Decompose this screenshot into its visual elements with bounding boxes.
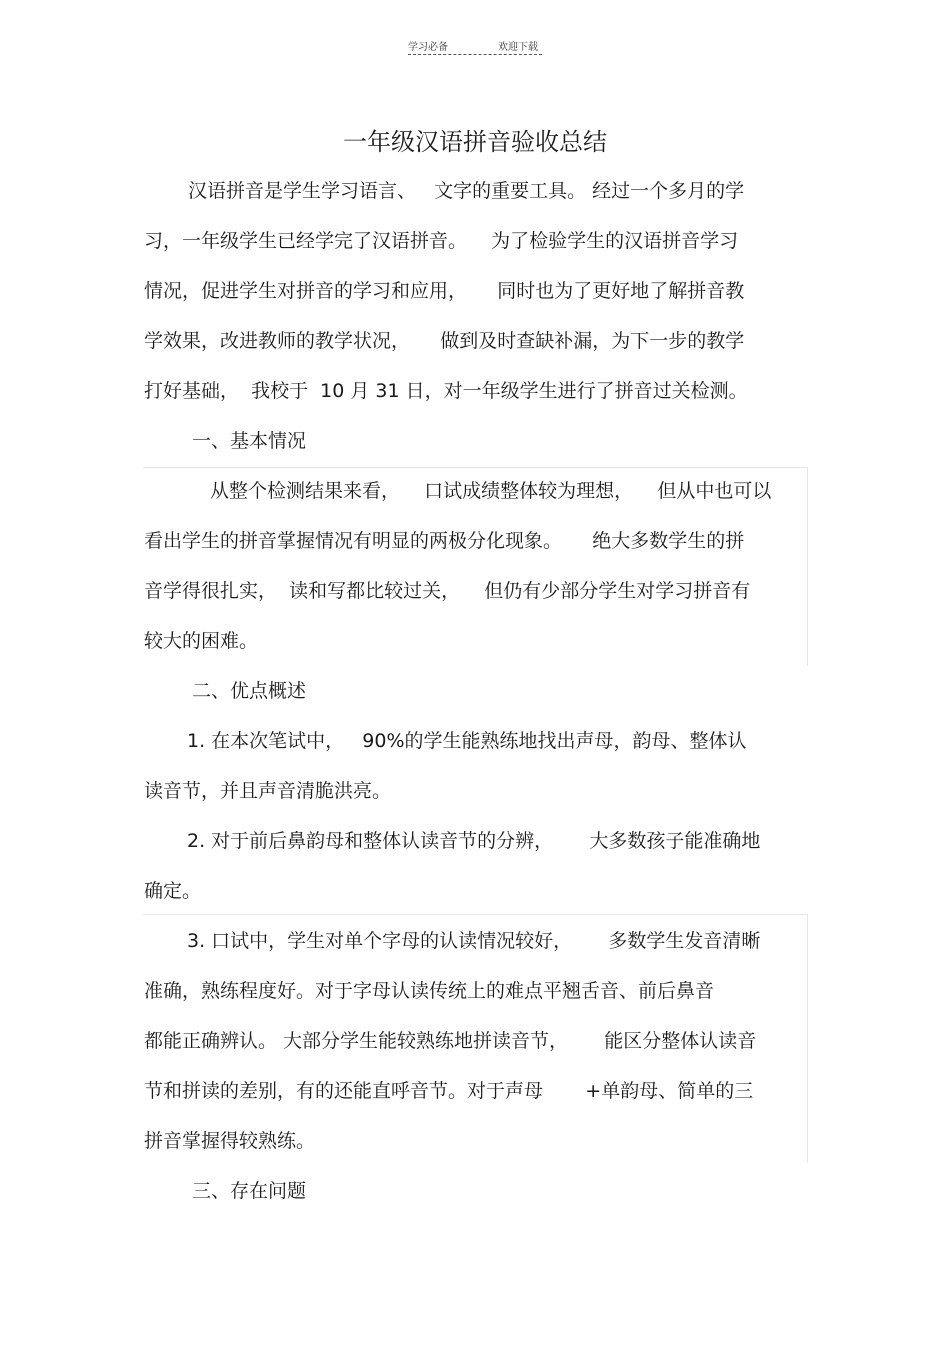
header-dashed-rule: [408, 54, 542, 55]
list-item-line: 3. 口试中，学生对单个字母的认读情况较好， 多数学生发音清晰: [187, 930, 761, 952]
list-item-line: 2. 对于前后鼻韵母和整体认读音节的分辨， 大多数孩子能准确地: [187, 830, 761, 852]
section-heading-problems: 三、存在问题: [192, 1180, 307, 1202]
paragraph-line: 从整个检测结果来看， 口试成绩整体较为理想， 但从中也可以: [210, 480, 772, 502]
list-item-line: 节和拼读的差别，有的还能直呼音节。对于声母 +单韵母、简单的三: [144, 1080, 754, 1102]
paragraph-line: 学效果，改进教师的教学状况， 做到及时查缺补漏，为下一步的教学: [144, 330, 745, 352]
list-item-line: 准确，熟练程度好。对于字母认读传统上的难点平翘舌音、前后鼻音: [144, 980, 715, 1002]
list-item-line: 确定。: [144, 880, 202, 902]
paragraph-line: 情况，促进学生对拼音的学习和应用， 同时也为了更好地了解拼音教: [144, 280, 745, 302]
header-left-text: 学习必备: [408, 42, 448, 53]
paragraph-line: 音学得很扎实， 读和写都比较过关， 但仍有少部分学生对学习拼音有: [144, 580, 751, 602]
list-item-line: 拼音掌握得较熟练。: [144, 1130, 316, 1152]
document-title: 一年级汉语拼音验收总结: [343, 128, 607, 156]
paragraph-line: 较大的困难。: [144, 630, 259, 652]
list-item-line: 都能正确辨认。 大部分学生能较熟练地拼读音节， 能区分整体认读音: [144, 1030, 757, 1052]
list-item-line: 1. 在本次笔试中， 90%的学生能熟练地找出声母，韵母、整体认: [187, 730, 747, 752]
section-heading-strengths: 二、优点概述: [192, 680, 307, 702]
paragraph-line: 汉语拼音是学生学习语言、 文字的重要工具。 经过一个多月的学: [188, 180, 745, 202]
paragraph-line: 看出学生的拼音掌握情况有明显的两极分化现象。 绝大多数学生的拼: [144, 530, 745, 552]
paragraph-line: 打好基础， 我校于 10 月 31 日，对一年级学生进行了拼音过关检测。: [144, 380, 748, 402]
list-item-line: 读音节，并且声音清脆洪亮。: [144, 780, 392, 802]
paragraph-line: 习，一年级学生已经学完了汉语拼音。 为了检验学生的汉语拼音学习: [144, 230, 739, 252]
header-right-text: 欢迎下载: [498, 42, 538, 53]
section-heading-basic: 一、基本情况: [192, 430, 307, 452]
